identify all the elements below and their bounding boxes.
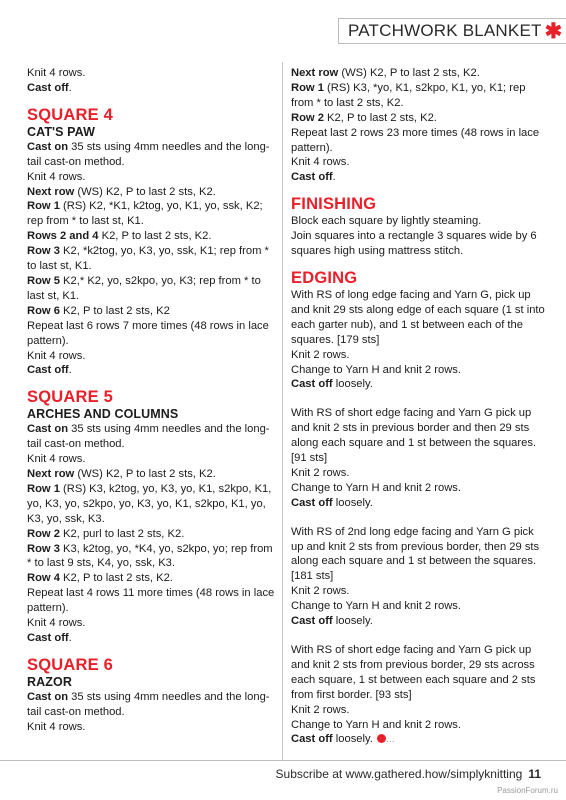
instruction-line [27,586,275,616]
row-text: 35 sts using 4mm needles and the long-tail cast-on method. [27,423,270,451]
row-text: With RS of 2nd long edge facing and Yarn G pick up and knit 2 sts from previous border, then 29 sts along each square and 1 st between the squares. [181 sts] [291,525,540,583]
instruction-line [27,304,275,319]
row-label: Row 1 [27,200,60,213]
row-text: loosely. [332,615,373,628]
square-4-instructions [27,140,275,379]
instruction-line [291,348,549,363]
instruction-line [291,481,549,496]
square-5-subheading: ARCHES AND COLUMNS [27,407,179,422]
row-label: Row 3 [27,542,60,555]
square-4-heading: SQUARE 4 [27,105,113,124]
square-6-instructions [27,690,275,735]
row-label: Cast off [291,378,333,391]
row-text: Knit 4 rows. [27,453,86,466]
row-text: loosely. [332,496,373,509]
instruction-line [291,599,549,614]
finishing-heading: FINISHING [291,195,377,214]
row-label: Cast off [291,615,333,628]
row-text: K3, k2tog, yo, *K4, yo, s2kpo, yo; rep from * to last 9 sts, K4, yo, ssk, K3. [27,542,273,570]
row-label: Row 6 [27,304,60,317]
square-5-heading: SQUARE 5 [27,388,113,407]
instruction-line [291,81,549,111]
row-text: Change to Yarn H and knit 2 rows. [291,363,461,376]
square-6-continued [291,66,549,185]
row-text: K2, P to last 2 sts, K2. [59,572,173,585]
watermark: PassionForum.ru [497,786,558,795]
square-6-subheading: RAZOR [27,674,72,689]
instruction-line [291,584,549,599]
row-text: Change to Yarn H and knit 2 rows. [291,718,461,731]
row-text: Knit 2 rows. [291,703,350,716]
end-dots-icon: … [385,734,395,745]
edging-paragraph-2 [291,406,549,510]
instruction-line [27,631,275,646]
paragraph-gap [291,629,549,643]
row-label: Cast off [27,632,69,644]
instruction-line [27,66,275,81]
edging-heading: EDGING [291,268,358,287]
row-label: Next row [27,185,75,198]
row-label: Row 1 [27,482,60,495]
instruction-line [291,111,549,126]
instruction-line [27,527,275,542]
row-text: K2,* K2, yo, s2kpo, yo, K3; rep from * to last st, K1. [27,274,261,302]
row-text: (RS) K3, *yo, K1, s2kpo, K1, yo, K1; rep from * to last 2 sts, K2. [291,81,526,109]
row-text: Knit 4 rows. [27,170,86,183]
instruction-line [27,244,275,274]
row-text: K2, *k2tog, yo, K3, yo, ssk, K1; rep from * to last st, K1. [27,245,269,273]
row-label: Next row [291,67,339,79]
row-text: (WS) K2, P to last 2 sts, K2. [338,67,480,79]
instruction-line [27,482,275,527]
row-text: Knit 4 rows. [291,156,350,169]
instruction-line [27,140,275,170]
row-text: With RS of short edge facing and Yarn G pick up and knit 2 sts from previous border, 29 sts across each square, 1 st between each square and 2 sts from first border. [93 sts] [291,644,536,701]
row-text: Knit 4 rows. [27,349,86,362]
row-text: K2, purl to last 2 sts, K2. [59,527,185,540]
instruction-line [27,363,275,378]
instruction-line [27,319,275,349]
finishing-instructions [291,214,549,259]
row-text: Repeat last 2 rows 23 more times (48 rows in lace pattern). [291,126,540,154]
square-6-heading: SQUARE 6 [27,655,113,674]
row-label: Cast on [27,140,69,153]
instruction-line [27,185,275,200]
instruction-line [291,155,549,170]
instruction-line [27,616,275,631]
row-label: Row 1 [291,81,324,94]
instruction-line [27,690,275,720]
row-text: Knit 4 rows. [27,67,86,79]
instruction-line [291,126,549,156]
row-text: Repeat last 4 rows 11 more times (48 rows in lace pattern). [27,587,275,615]
edging-paragraph-1 [291,288,549,392]
instruction-line [291,377,549,392]
row-text: (RS) K2, *K1, k2tog, yo, K1, yo, ssk, K2; rep from * to last st, K1. [27,200,263,228]
instruction-line [291,363,549,378]
row-text: Knit 2 rows. [291,585,350,598]
row-text: (WS) K2, P to last 2 sts, K2. [74,468,216,481]
row-text: . [332,171,336,184]
instruction-line [27,720,275,735]
instruction-line [27,229,275,244]
row-text: (RS) K3, k2tog, yo, K3, yo, K1, s2kpo, K1, yo, K3, yo, s2kpo, yo, K3, yo, K1, s2kpo, K1, yo, K3, yo, ssk, K3. [27,482,272,525]
section-title: PATCHWORK BLANKET [348,21,542,40]
square-5-instructions [27,422,275,646]
yarn-ball-icon [377,734,386,743]
instruction-line [291,229,549,259]
row-label: Cast off [291,733,333,746]
instruction-line [27,467,275,482]
square-4-subheading: CAT'S PAW [27,124,95,139]
instruction-line [27,542,275,572]
paragraph-gap [291,392,549,406]
page-number: 11 [528,767,541,781]
row-text: Knit 4 rows. [27,720,86,733]
instruction-line [291,170,549,185]
footer-rule [0,760,566,761]
instruction-line [27,274,275,304]
footer [276,767,541,781]
row-text: K2, P to last 2 sts, K2. [323,111,437,124]
row-text: K2, P to last 2 sts, K2. [98,230,212,243]
edging-paragraph-3 [291,525,549,629]
instruction-line [291,732,549,747]
row-label: Rows 2 and 4 [27,230,99,243]
row-text: 35 sts using 4mm needles and the long-tail cast-on method. [27,690,270,718]
row-label: Next row [27,468,75,481]
row-text: loosely. [332,378,373,391]
instruction-line [291,525,549,585]
right-column [291,66,549,747]
left-column [27,66,275,735]
row-text: Change to Yarn H and knit 2 rows. [291,481,461,494]
row-text: Join squares into a rectangle 3 squares wide by 6 squares high using mattress stitch. [291,230,537,258]
instruction-line [27,349,275,364]
instruction-line [291,614,549,629]
instruction-line [291,214,549,229]
row-label: Row 2 [27,527,60,540]
row-text: Block each square by lightly steaming. [291,215,482,228]
row-text: loosely. [332,733,373,746]
row-text: K2, P to last 2 sts, K2 [59,304,170,317]
instruction-line [291,703,549,718]
row-text: Knit 4 rows. [27,617,86,630]
instruction-line [27,571,275,586]
row-text: . [68,81,72,94]
section-header [338,18,566,44]
column-divider [282,62,283,760]
paragraph-gap [291,511,549,525]
row-text: 35 sts using 4mm needles and the long-tail cast-on method. [27,140,270,168]
row-text: (WS) K2, P to last 2 sts, K2. [74,185,216,198]
instruction-line [27,170,275,185]
row-text: With RS of long edge facing and Yarn G, pick up and knit 29 sts along edge of each square (1 st into each garter nub), and 1 st between each of the squares. [179 sts] [291,288,545,346]
row-label: Cast on [27,423,69,436]
instruction-line [27,452,275,467]
row-text: With RS of short edge facing and Yarn G pick up and knit 2 sts in previous border and then 29 sts along each square and 1 st between the squares. [91 sts] [291,407,537,465]
instruction-line [291,406,549,466]
instruction-line [27,199,275,229]
subscribe-link[interactable]: Subscribe at www.gathered.how/simplyknitting [275,767,523,781]
row-label: Row 5 [27,274,60,287]
instruction-line [291,718,549,733]
row-label: Row 4 [27,572,60,585]
row-label: Cast on [27,690,69,703]
instruction-line [291,466,549,481]
row-text: Knit 2 rows. [291,466,350,479]
row-text: . [68,364,72,377]
instruction-line [291,643,549,703]
instruction-line [291,496,549,511]
square-3-end [27,66,275,96]
row-text: Knit 2 rows. [291,348,350,361]
row-label: Cast off [27,81,69,94]
row-label: Row 2 [291,111,324,124]
instruction-line [291,288,549,348]
instruction-line [27,81,275,96]
asterisk-icon: ✱ [544,19,563,43]
row-label: Cast off [291,171,333,184]
row-label: Cast off [27,364,69,377]
row-text: Repeat last 6 rows 7 more times (48 rows in lace pattern). [27,319,269,347]
instruction-line [27,422,275,452]
row-label: Cast off [291,496,333,509]
row-text: Change to Yarn H and knit 2 rows. [291,600,461,613]
row-text: . [68,632,72,644]
instruction-line [291,66,549,81]
edging-paragraph-4 [291,643,549,747]
row-label: Row 3 [27,245,60,258]
